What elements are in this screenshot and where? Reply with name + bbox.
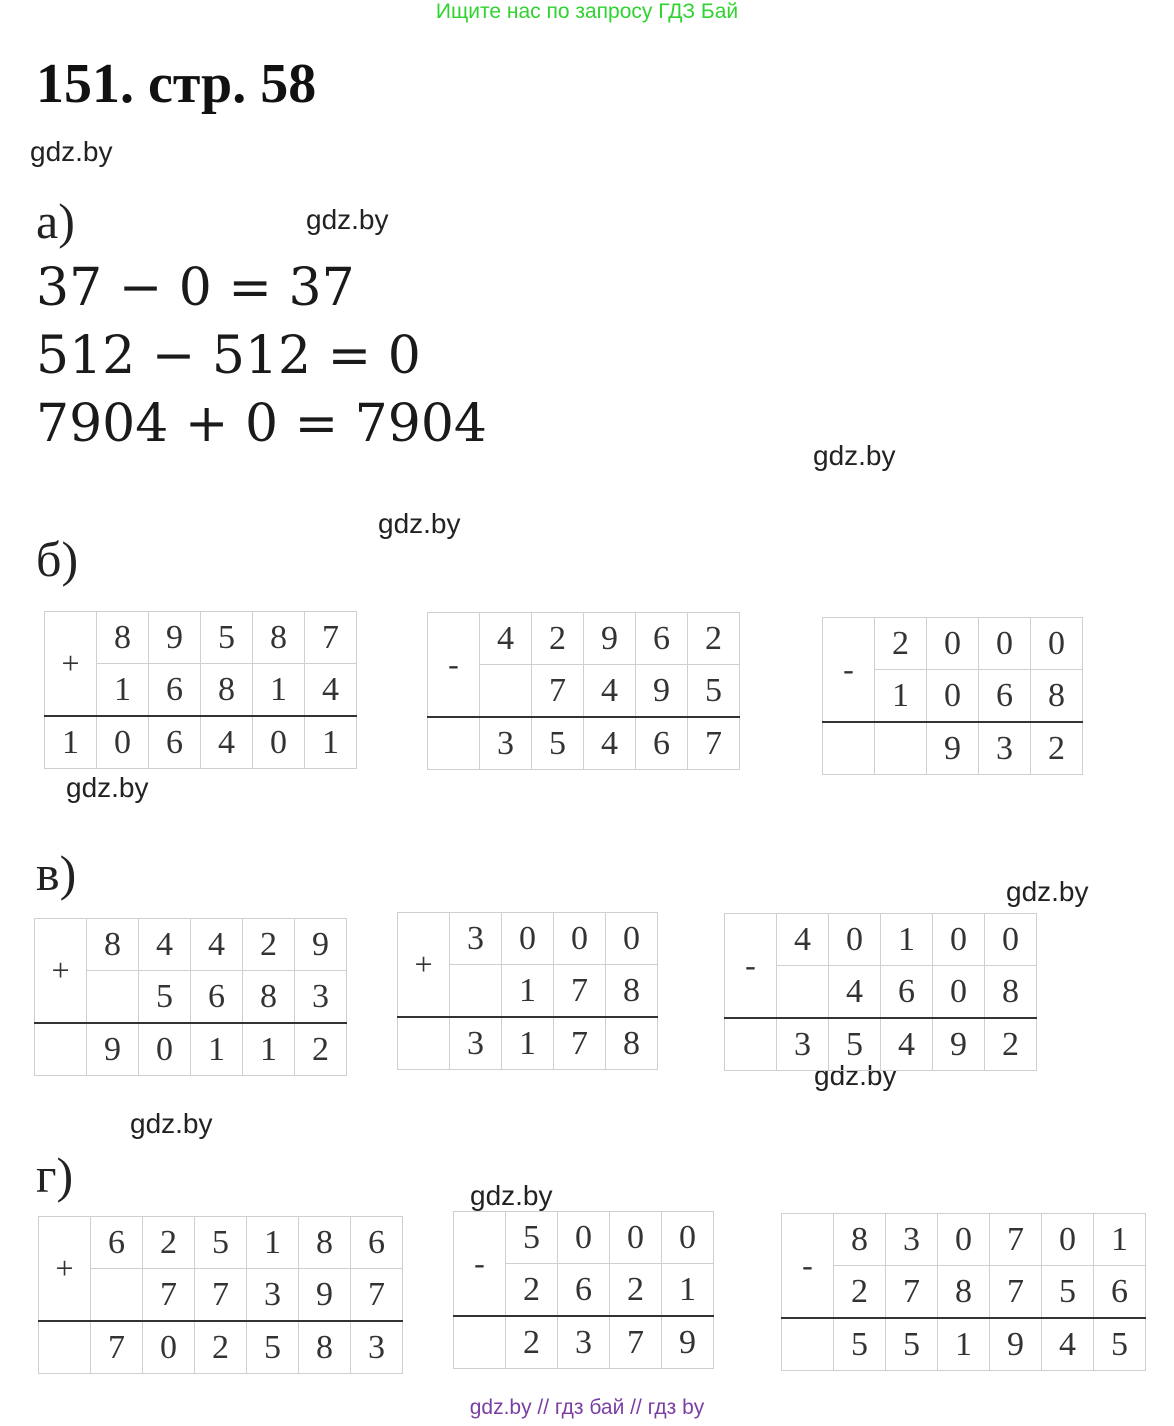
digit-cell: 3 [450,913,502,965]
digit-cell: 3 [886,1214,938,1266]
digit-cell: 8 [606,965,658,1018]
digit-cell: 6 [881,966,933,1019]
digit-cell: 3 [351,1321,403,1374]
digit-cell: 2 [688,613,740,665]
digit-cell: 2 [610,1264,662,1317]
digit-cell: 4 [829,966,881,1019]
watermark: gdz.by [30,136,113,167]
digit-cell: 2 [1031,722,1083,775]
digit-cell: 0 [938,1214,990,1266]
digit-cell: 7 [990,1266,1042,1319]
digit-cell: 2 [195,1321,247,1374]
digit-cell: 1 [97,664,149,717]
section-label-b: б) [36,531,79,587]
digit-cell: 5 [506,1212,558,1264]
digit-cell: 8 [97,612,149,664]
digit-cell: 6 [351,1217,403,1269]
digit-cell: 8 [985,966,1037,1019]
digit-cell: 1 [243,1023,295,1076]
digit-cell: 0 [1042,1214,1094,1266]
digit-cell [39,1321,91,1374]
section-label-g: г) [36,1147,74,1203]
digit-cell [428,717,480,770]
digit-cell: 1 [938,1318,990,1371]
digit-cell: 0 [662,1212,714,1264]
watermark: gdz.by [306,204,389,235]
digit-cell: 2 [506,1316,558,1369]
digit-cell: 5 [1094,1318,1146,1371]
column-table-g3 [781,1213,1146,1371]
watermark: gdz.by [470,1180,553,1211]
digit-cell: 9 [149,612,201,664]
digit-cell: 5 [829,1018,881,1071]
digit-cell: 0 [606,913,658,965]
digit-cell: 6 [191,971,243,1024]
digit-cell: 7 [143,1269,195,1322]
digit-cell: 4 [1042,1318,1094,1371]
operand-row [428,613,740,665]
digit-cell: 0 [554,913,606,965]
digit-cell: 2 [875,618,927,670]
digit-cell: 9 [933,1018,985,1071]
digit-cell: 0 [139,1023,191,1076]
digit-cell: 3 [777,1018,829,1071]
digit-cell: 5 [247,1321,299,1374]
equation: 37 − 0 = 37 [36,258,355,318]
footer: gdz.by // гдз бай // гдз by [469,1396,705,1419]
digit-cell: 4 [777,914,829,966]
digit-cell: 6 [636,613,688,665]
digit-cell: 5 [688,665,740,718]
digit-cell: 7 [305,612,357,664]
digit-cell: 4 [191,919,243,971]
digit-cell: 7 [610,1316,662,1369]
digit-cell: 0 [933,966,985,1019]
digit-cell: 8 [834,1214,886,1266]
operator-cell: - [454,1212,506,1317]
digit-cell: 1 [662,1264,714,1317]
operator-cell: - [428,613,480,718]
digit-cell: 8 [201,664,253,717]
digit-cell: 6 [558,1264,610,1317]
digit-cell [450,965,502,1018]
watermark: gdz.by [378,508,461,539]
operand-row [39,1269,403,1322]
digit-cell: 1 [191,1023,243,1076]
digit-cell: 2 [295,1023,347,1076]
digit-cell: 1 [305,716,357,769]
operator-cell: - [782,1214,834,1319]
operator-cell: + [398,913,450,1018]
digit-cell: 0 [927,670,979,723]
digit-cell: 0 [610,1212,662,1264]
digit-cell: 7 [886,1266,938,1319]
result-row [398,1017,658,1070]
digit-cell: 6 [149,664,201,717]
page-title: 151. стр. 58 [36,53,317,115]
result-row [35,1023,347,1076]
digit-cell: 2 [985,1018,1037,1071]
digit-cell: 1 [1094,1214,1146,1266]
digit-cell: 8 [299,1217,351,1269]
digit-cell: 9 [990,1318,1042,1371]
digit-cell [782,1318,834,1371]
operator-cell: + [35,919,87,1024]
digit-cell: 2 [506,1264,558,1317]
digit-cell: 9 [295,919,347,971]
digit-cell: 7 [554,965,606,1018]
digit-cell: 4 [201,716,253,769]
digit-cell: 0 [97,716,149,769]
column-table-v3 [724,913,1037,1071]
digit-cell: 5 [139,971,191,1024]
equation: 7904 + 0 = 7904 [36,394,488,454]
digit-cell: 2 [834,1266,886,1319]
digit-cell [87,971,139,1024]
digit-cell: 5 [201,612,253,664]
digit-cell: 1 [502,965,554,1018]
digit-cell: 9 [927,722,979,775]
digit-cell: 4 [584,717,636,770]
digit-cell [777,966,829,1019]
digit-cell [454,1316,506,1369]
digit-cell: 7 [195,1269,247,1322]
digit-cell: 8 [606,1017,658,1070]
column-table-g1 [38,1216,403,1374]
digit-cell [875,722,927,775]
digit-cell: 9 [299,1269,351,1322]
operand-row [782,1214,1146,1266]
digit-cell [398,1017,450,1070]
result-row [782,1318,1146,1371]
digit-cell: 0 [927,618,979,670]
digit-cell: 8 [87,919,139,971]
watermark: gdz.by [1006,876,1089,907]
operator-cell: - [725,914,777,1019]
digit-cell: 1 [875,670,927,723]
result-row [823,722,1083,775]
operator-cell: - [823,618,875,723]
operand-row [45,612,357,664]
operand-row [454,1212,714,1264]
digit-cell: 0 [558,1212,610,1264]
digit-cell: 4 [305,664,357,717]
digit-cell: 0 [1031,618,1083,670]
digit-cell: 5 [1042,1266,1094,1319]
digit-cell: 4 [480,613,532,665]
digit-cell: 5 [195,1217,247,1269]
digit-cell: 8 [1031,670,1083,723]
operand-row [398,913,658,965]
digit-cell: 0 [985,914,1037,966]
digit-cell: 5 [886,1318,938,1371]
digit-cell [35,1023,87,1076]
operator-cell: + [45,612,97,717]
digit-cell: 4 [584,665,636,718]
digit-cell: 3 [558,1316,610,1369]
digit-cell: 4 [139,919,191,971]
result-row [454,1316,714,1369]
digit-cell: 7 [990,1214,1042,1266]
watermark: gdz.by [66,772,149,803]
digit-cell: 1 [502,1017,554,1070]
digit-cell [91,1269,143,1322]
operand-row [39,1217,403,1269]
operator-cell: + [39,1217,91,1322]
result-row [428,717,740,770]
digit-cell: 1 [247,1217,299,1269]
digit-cell: 0 [143,1321,195,1374]
result-row [39,1321,403,1374]
digit-cell: 0 [979,618,1031,670]
digit-cell: 8 [299,1321,351,1374]
digit-cell: 3 [247,1269,299,1322]
digit-cell: 7 [91,1321,143,1374]
result-row [725,1018,1037,1071]
digit-cell: 6 [1094,1266,1146,1319]
operand-row [782,1266,1146,1319]
result-row [45,716,357,769]
column-table-v2 [397,912,658,1070]
operand-row [725,914,1037,966]
digit-cell: 0 [253,716,305,769]
digit-cell: 9 [636,665,688,718]
column-table-b3 [822,617,1083,775]
section-label-a: а) [36,193,75,249]
column-table-b2 [427,612,740,770]
digit-cell: 7 [554,1017,606,1070]
column-table-b1 [44,611,357,769]
digit-cell: 7 [532,665,584,718]
digit-cell: 1 [881,914,933,966]
top-banner: Ищите нас по запросу ГДЗ Бай [435,0,739,23]
digit-cell: 6 [149,716,201,769]
digit-cell: 9 [87,1023,139,1076]
digit-cell: 3 [979,722,1031,775]
digit-cell: 2 [532,613,584,665]
watermark: gdz.by [813,440,896,471]
digit-cell: 8 [253,612,305,664]
digit-cell: 7 [351,1269,403,1322]
column-table-v1 [34,918,347,1076]
column-table-g2 [453,1211,714,1369]
operand-row [35,919,347,971]
digit-cell: 0 [933,914,985,966]
digit-cell: 2 [143,1217,195,1269]
watermark: gdz.by [814,1060,897,1091]
digit-cell: 5 [834,1318,886,1371]
digit-cell: 7 [688,717,740,770]
digit-cell: 4 [881,1018,933,1071]
digit-cell: 8 [938,1266,990,1319]
digit-cell: 9 [662,1316,714,1369]
equation: 512 − 512 = 0 [36,326,421,386]
digit-cell: 1 [45,716,97,769]
digit-cell: 8 [243,971,295,1024]
digit-cell [823,722,875,775]
digit-cell: 6 [636,717,688,770]
digit-cell [725,1018,777,1071]
digit-cell: 3 [450,1017,502,1070]
digit-cell [480,665,532,718]
section-label-v: в) [36,845,77,901]
digit-cell: 1 [253,664,305,717]
digit-cell: 6 [979,670,1031,723]
digit-cell: 9 [584,613,636,665]
watermark: gdz.by [130,1108,213,1139]
digit-cell: 2 [243,919,295,971]
digit-cell: 3 [480,717,532,770]
digit-cell: 5 [532,717,584,770]
digit-cell: 6 [91,1217,143,1269]
digit-cell: 3 [295,971,347,1024]
operand-row [823,618,1083,670]
digit-cell: 0 [502,913,554,965]
digit-cell: 0 [829,914,881,966]
